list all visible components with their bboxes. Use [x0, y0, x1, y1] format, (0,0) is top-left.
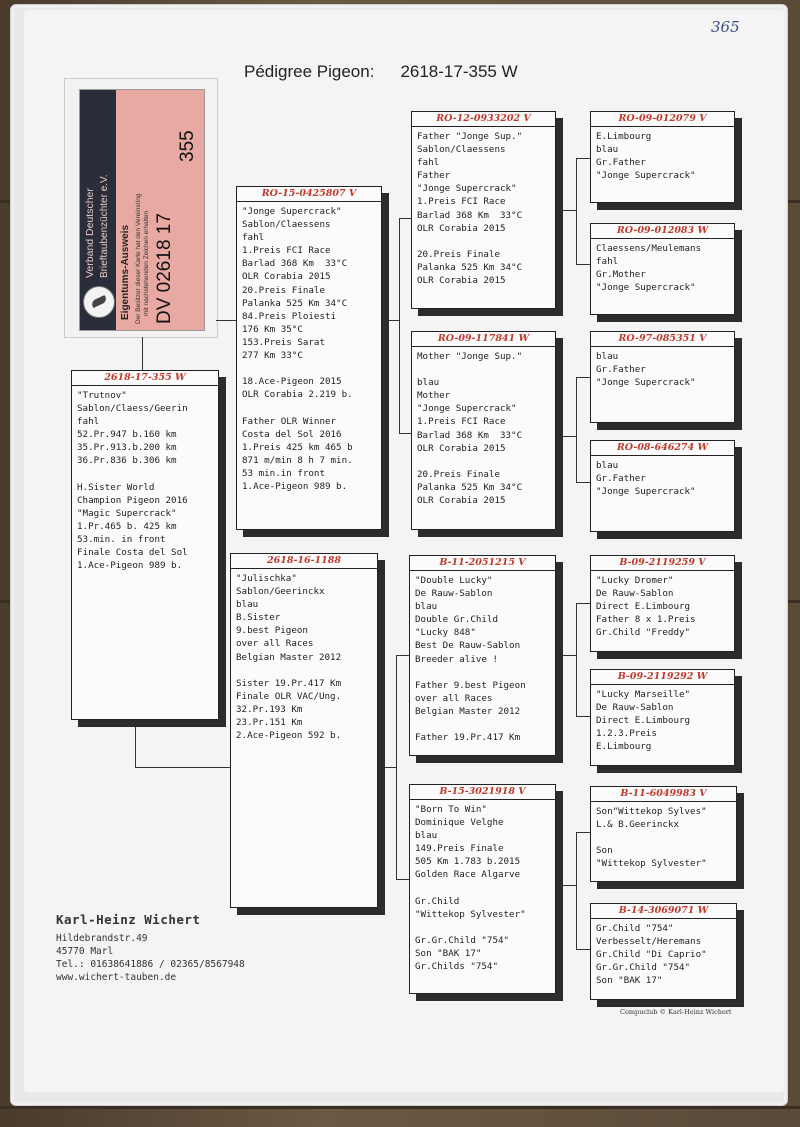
connector — [555, 885, 576, 886]
pigeon-box-mm — [409, 784, 556, 994]
ring-number: RO-09-117841 W — [412, 332, 555, 347]
pigeon-box-mmf — [590, 786, 737, 882]
breeder-name: Karl-Heinz Wichert — [56, 912, 201, 927]
title-label: Pédigree Pigeon: — [244, 62, 375, 81]
ownership-card — [64, 78, 218, 338]
pigeon-box-mmm — [590, 903, 737, 1000]
ring-number: 2618-17-355 W — [72, 371, 218, 386]
ring-number: B-11-2051215 V — [410, 556, 555, 571]
ring-number: B-11-6049983 V — [591, 787, 736, 802]
connector — [381, 320, 399, 321]
pigeon-box-mf — [409, 555, 556, 756]
pigeon-box-mother — [230, 553, 378, 908]
pigeon-details: E.Limbourg blau Gr.Father "Jonge Supercrack" — [596, 131, 696, 182]
connector — [555, 655, 576, 656]
connector — [576, 482, 590, 483]
breeder-city: 45770 Marl — [56, 946, 114, 957]
plank-gap — [0, 1106, 800, 1109]
page-title — [244, 62, 518, 82]
connector — [396, 655, 409, 656]
ring-number: B-09-2119259 V — [591, 556, 734, 571]
pigeon-details: "Julischka" Sablon/Geerinckx blau B.Sister 9.best Pigeon over all Races Belgian Master 2012 Sister 19.Pr.417 Km Finale OLR VAC/Ung. 32.Pr.193 Km 23.Pr.151 Km 2.Ace-Pigeon 592 b. — [236, 573, 342, 742]
connector — [576, 158, 577, 265]
pigeon-details: Son"Wittekop Sylves" L.& B.Geerinckx Son "Wittekop Sylvester" — [596, 806, 707, 870]
pigeon-details: "Lucky Marseille" De Rauw-Sablon Direct E.Limbourg 1.2.3.Preis E.Limbourg — [596, 689, 691, 753]
connector — [576, 716, 590, 717]
breeder-website: www.wichert-tauben.de — [56, 972, 177, 983]
connector — [576, 264, 590, 265]
connector — [396, 655, 397, 880]
pigeon-details: "Born To Win" Dominique Velghe blau 149.Preis Finale 505 Km 1.783 b.2015 Golden Race Algarve Gr.Child "Wittekop Sylvester" Gr.Gr.Child "754" Son "BAK 17" Gr.Childs "754" — [415, 804, 526, 973]
pigeon-box-ff — [411, 111, 556, 309]
connector — [555, 436, 576, 437]
pigeon-details: Gr.Child "754" Verbesselt/Heremans Gr.Child "Di Caprio" Gr.Gr.Child "754" Son "BAK 17" — [596, 923, 707, 987]
connector — [576, 603, 577, 717]
connector — [555, 210, 576, 211]
pigeon-box-fmm — [590, 440, 735, 532]
card-notice-2: mit nachstehenden Zeichen erhalten — [143, 210, 150, 316]
ring-number: RO-09-012083 W — [591, 224, 734, 239]
pigeon-logo-icon — [83, 286, 115, 318]
connector — [576, 832, 590, 833]
connector — [396, 879, 409, 880]
pigeon-details: blau Gr.Father "Jonge Supercrack" — [596, 460, 696, 498]
pigeon-details: "Jonge Supercrack" Sablon/Claessens fahl 1.Preis FCI Race Barlad 368 Km 33°C OLR Corabia 2015 20.Preis Finale Palanka 525 Km 34°C 84.Preis Ploiesti 176 Km 35°C 153.Preis Sarat 277 Km 33°C 18.Ace-Pigeon 2015 OLR Corabia 2.219 b. Father OLR Winner Costa del Sol 2016 1.Preis 425 km 465 b 871 m/min 8 h 7 min. 53 min.in front 1.Ace-Pigeon 989 b. — [242, 206, 353, 492]
breeder-phone: Tel.: 01638641886 / 02365/8567948 — [56, 959, 245, 970]
connector — [576, 377, 590, 378]
ring-number: B-14-3069071 W — [591, 904, 736, 919]
pigeon-details: "Trutnov" Sablon/Claess/Geerin fahl 52.Pr.947 b.160 km 35.Pr.913.b.200 km 36.Pr.836 b.306 km H.Sister World Champion Pigeon 2016 "Magic Supercrack" 1.Pr.465 b. 425 km 53.min. in front Finale Costa del Sol 1.Ace-Pigeon 989 b. — [77, 390, 188, 572]
card-ring-number: DV 02618 17 — [154, 213, 175, 324]
pigeon-box-mfm — [590, 669, 735, 766]
card-notice: Der Besitzer dieser Karte hat den Vereinsring — [135, 193, 142, 324]
pigeon-details: Father "Jonge Sup." Sablon/Claessens fahl Father "Jonge Supercrack" 1.Preis FCI Race Barlad 368 Km 33°C OLR Corabia 2015 20.Preis Finale Palanka 525 Km 34°C OLR Corabia 2015 — [417, 131, 523, 287]
pigeon-box-fff — [590, 111, 735, 203]
connector — [399, 218, 411, 219]
connector — [216, 320, 236, 321]
connector — [135, 767, 230, 768]
connector — [576, 949, 590, 950]
connector — [576, 158, 590, 159]
page-number: 365 — [711, 18, 740, 36]
connector — [135, 718, 136, 768]
pigeon-details: Claessens/Meulemans fahl Gr.Mother "Jonge Supercrack" — [596, 243, 702, 294]
software-credit: Compuclub © Karl-Heinz Wichert — [620, 1008, 732, 1016]
ring-number: B-09-2119292 W — [591, 670, 734, 685]
pigeon-box-mff — [590, 555, 735, 652]
breeder-street: Hildebrandstr.49 — [56, 933, 148, 944]
ring-number: RO-12-0933202 V — [412, 112, 555, 127]
ownership-card-face — [79, 89, 205, 331]
connector — [576, 832, 577, 950]
connector — [142, 337, 143, 370]
connector — [576, 377, 577, 483]
card-ring-suffix: 355 — [177, 130, 198, 162]
ring-number: 2618-16-1188 — [231, 554, 377, 569]
pigeon-box-fm — [411, 331, 556, 530]
pigeon-details: "Double Lucky" De Rauw-Sablon blau Double Gr.Child "Lucky 848" Best De Rauw-Sablon Breeder alive ! Father 9.best Pigeon over all Races Belgian Master 2012 Father 19.Pr.417 Km — [415, 575, 526, 744]
card-association-2: Brieftaubenzüchter e.V. — [99, 174, 110, 278]
ring-number: RO-15-0425807 V — [237, 187, 381, 202]
ring-number: RO-09-012079 V — [591, 112, 734, 127]
connector — [399, 218, 400, 434]
pigeon-box-ffm — [590, 223, 735, 315]
ring-number: RO-97-085351 V — [591, 332, 734, 347]
connector — [399, 433, 411, 434]
pigeon-details: "Lucky Dromer" De Rauw-Sablon Direct E.Limbourg Father 8 x 1.Preis Gr.Child "Freddy" — [596, 575, 696, 639]
pigeon-box-subject — [71, 370, 219, 720]
connector — [576, 603, 590, 604]
connector — [377, 767, 396, 768]
card-association: Verband Deutscher — [84, 188, 96, 278]
card-doc-type: Eigentums-Ausweis — [120, 224, 131, 320]
pigeon-box-fmf — [590, 331, 735, 423]
pigeon-box-father — [236, 186, 382, 530]
pigeon-details: Mother "Jonge Sup." blau Mother "Jonge Supercrack" 1.Preis FCI Race Barlad 368 Km 33°C OLR Corabia 2015 20.Preis Finale Palanka 525 Km 34°C OLR Corabia 2015 — [417, 351, 523, 507]
title-ring: 2618-17-355 W — [400, 62, 518, 81]
breeder-contact — [56, 913, 245, 984]
ring-number: RO-08-646274 W — [591, 441, 734, 456]
ring-number: B-15-3021918 V — [410, 785, 555, 800]
pigeon-details: blau Gr.Father "Jonge Supercrack" — [596, 351, 696, 389]
